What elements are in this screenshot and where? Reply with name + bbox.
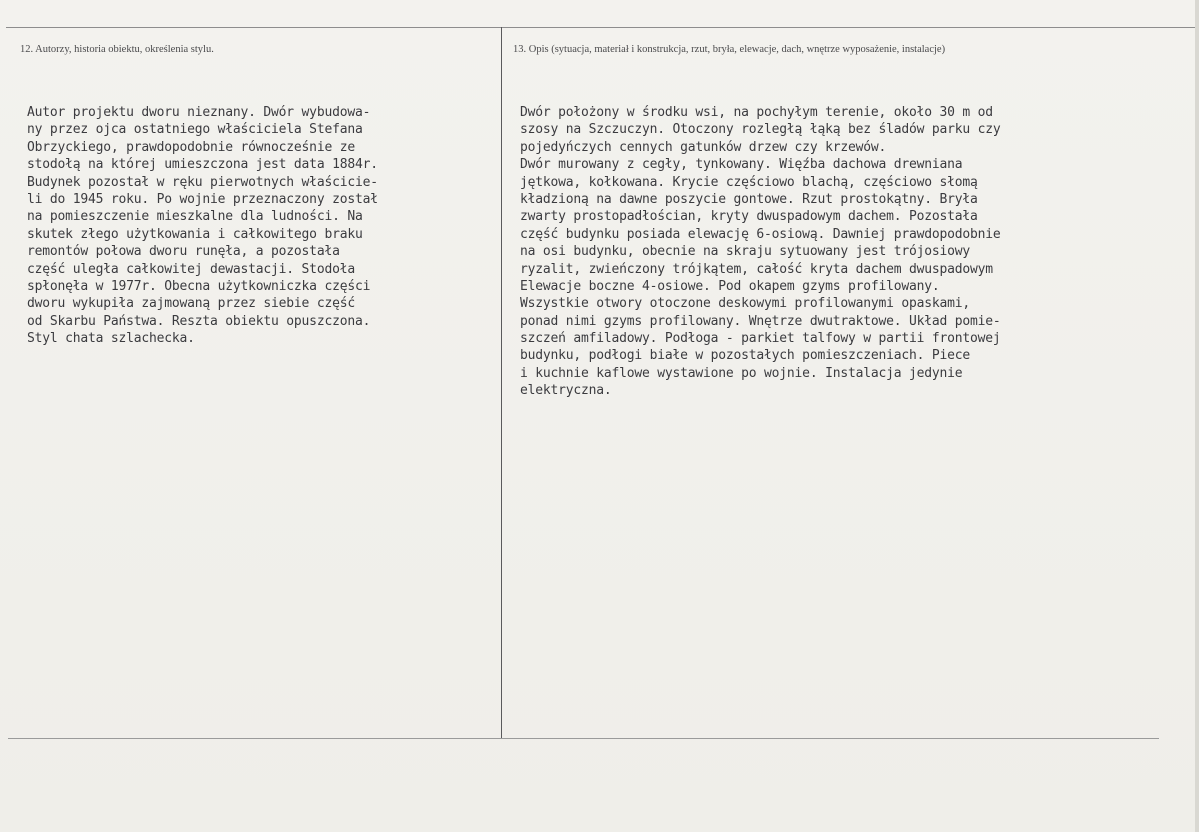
text-line: kładzioną na dawne poszycie gontowe. Rzut prostokątny. Bryła [520,191,978,207]
text-line: Obrzyckiego, prawdopodobnie równocześnie ze [27,139,355,155]
text-line: część uległa całkowitej dewastacji. Stodoła [27,261,355,277]
top-rule [6,27,1195,28]
text-line: Dwór położony w środku wsi, na pochyłym terenie, około 30 m od [520,105,993,120]
text-line: Budynek pozostał w ręku pierwotnych właściciе- [27,174,378,190]
text-line: jętkowa, kołkowana. Krycie częściowo blachą, częściowo słomą [520,174,978,190]
section-12-header: 12. Autorzy, historia obiektu, określenia stylu. [20,44,214,55]
section-13-text [520,104,1180,400]
text-line: remontów połowa dworu runęła, a pozostała [27,244,340,260]
text-line: stodołą na której umieszczona jest data 1884r. [27,157,378,173]
text-line: dworu wykupiła zajmowaną przez siebie część [27,296,355,312]
bottom-rule [8,738,1159,739]
text-line: elektryczna. [520,383,612,399]
text-line: na pomieszczenie mieszkalne dla ludności. Na [27,209,363,225]
column-divider [501,27,502,739]
text-line: zwarty prostopadłościan, kryty dwuspadowym dachem. Pozostała [520,209,978,225]
text-line: pojedyńczych cennych gatunków drzew czy krzewów. [520,139,887,155]
text-line: na osi budynku, obecnie na skraju sytuowany jest trójosiowy [520,244,970,260]
text-line: Wszystkie otwory otoczone deskowymi profilowanymi opaskami, [520,296,970,312]
section-13-header: 13. Opis (sytuacja, materiał i konstrukcja, rzut, bryła, elewacje, dach, wnętrze wyposażenie, instalacje) [513,44,946,55]
text-line: Autor projektu dworu nieznany. Dwór wybudowa- [27,105,371,120]
text-line: od Skarbu Państwa. Reszta obiektu opuszczona. [27,313,371,329]
text-line: ny przez ojca ostatniego właściciela Stefana [27,122,363,138]
text-line: ryzalit, zwieńczony trójkątem, całość kryta dachem dwuspadowym [520,261,993,277]
text-line: budynku, podłogi białe w pozostałych pomieszczeniach. Piece [520,348,970,364]
text-line: li do 1945 roku. Po wojnie przeznaczony został [27,191,378,207]
text-line: i kuchnie kaflowe wystawione po wojnie. Instalacja jedynie [520,365,963,381]
section-12-text [27,104,497,347]
text-line: Dwór murowany z cegły, tynkowany. Więźba dachowa drewniana [520,157,963,173]
text-line: spłonęła w 1977r. Obecna użytkowniczka części [27,278,371,294]
paper-edge [1195,0,1199,832]
text-line: ponad nimi gzyms profilowany. Wnętrze dwutraktowe. Układ pomie- [520,313,1001,329]
text-line: część budynku posiada elewację 6-osiową. Dawniej prawdopodobnie [520,226,1001,242]
text-line: Elewacje boczne 4-osiowe. Pod okapem gzyms profilowany. [520,278,940,294]
text-line: skutek złego użytkowania i całkowitego braku [27,226,363,242]
text-line: szczeń amfiladowy. Podłoga - parkiet talfowy w partii frontowej [520,331,1001,347]
text-line: Styl chata szlachecka. [27,331,195,347]
text-line: szosy na Szczuczyn. Otoczony rozległą łąką bez śladów parku czy [520,122,1001,138]
